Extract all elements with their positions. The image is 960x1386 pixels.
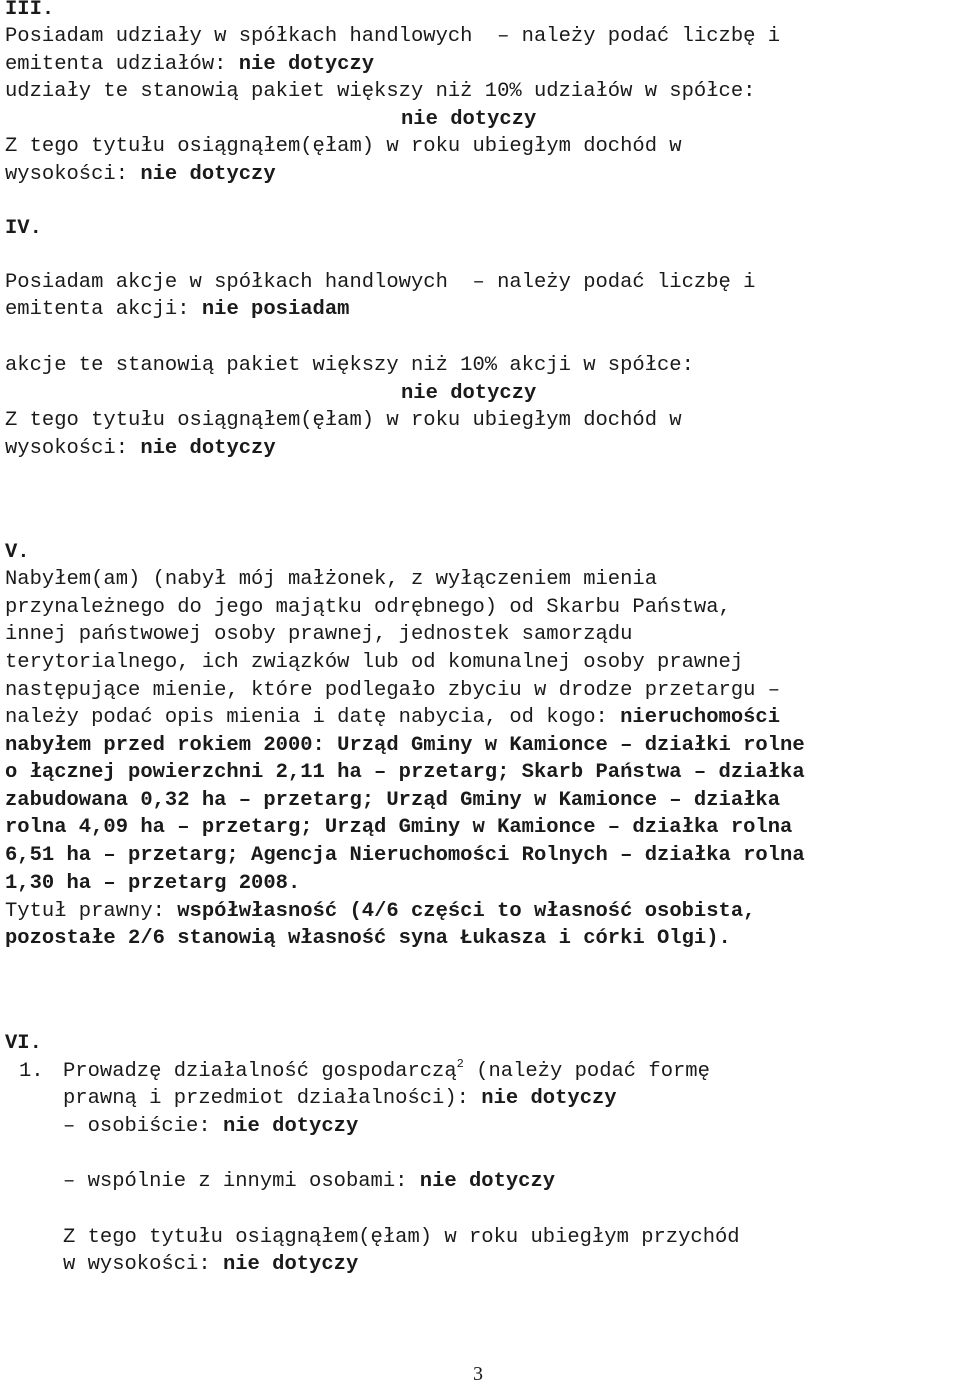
section-iv-package-answer: nie dotyczy [401, 382, 537, 405]
section-v-line-11: 6,51 ha – przetarg; Agencja Nieruchomości Rolnych – działka rolna [5, 844, 805, 867]
section-iv-line-1: Posiadam akcje w spółkach handlowych – należy podać liczbę i [5, 271, 756, 294]
footnote-marker: 2 [456, 1057, 464, 1071]
section-iv-line-5: Z tego tytułu osiągnąłem(ęłam) w roku ubiegłym dochód w [5, 409, 682, 432]
section-iii-line-2 [5, 51, 374, 79]
section-vi-line-2 [63, 1085, 617, 1113]
page-number: 3 [473, 1363, 483, 1385]
section-v-line-7: nabyłem przed rokiem 2000: Urząd Gminy w Kamionce – działki rolne [5, 734, 805, 757]
section-v-heading: V. [5, 541, 30, 564]
section-iii-line-3: udziały te stanowią pakiet większy niż 10% udziałów w spółce: [5, 80, 756, 103]
section-v-line-13 [5, 898, 755, 926]
section-iii-line-5: Z tego tytułu osiągnąłem(ęłam) w roku ubiegłym dochód w [5, 135, 682, 158]
section-v-line-3: innej państwowej osoby prawnej, jednostek samorządu [5, 623, 633, 646]
section-v-line-1: Nabyłem(am) (nabył mój małżonek, z wyłączeniem mienia [5, 568, 658, 591]
section-vi-line-3 [63, 1113, 358, 1141]
section-v-line-4: terytorialnego, ich związków lub od komunalnej osoby prawnej [5, 651, 744, 674]
section-v-line-8: o łącznej powierzchni 2,11 ha – przetarg; Skarb Państwa – działka [5, 761, 805, 784]
section-iv-line-6-text: wysokości: [5, 437, 141, 460]
section-v-line-9: zabudowana 0,32 ha – przetarg; Urząd Gminy w Kamionce – działka [5, 789, 781, 812]
section-vi-line-1-rest: (należy podać formę [463, 1060, 710, 1083]
section-iii-heading: III. [5, 0, 55, 21]
section-vi-line-5: Z tego tytułu osiągnąłem(ęłam) w roku ubiegłym przychód [63, 1226, 740, 1249]
section-vi-line-1-text: Prowadzę działalność gospodarczą [63, 1060, 457, 1083]
section-v-property-answer: nieruchomości [620, 706, 781, 729]
section-iii-income-answer: nie dotyczy [140, 163, 276, 186]
section-iv-line-3: akcje te stanowią pakiet większy niż 10% akcji w spółce: [5, 354, 694, 377]
section-vi-heading: VI. [5, 1032, 42, 1055]
section-vi-personal-answer: nie dotyczy [222, 1115, 359, 1138]
section-v-line-13-text: Tytuł prawny: [5, 900, 178, 923]
section-iii-line-2-text: emitenta udziałów: [5, 53, 239, 76]
section-v-line-10: rolna 4,09 ha – przetarg; Urząd Gminy w Kamionce – działka rolna [5, 816, 793, 839]
section-iv-heading: IV. [5, 217, 42, 240]
section-v-line-14: pozostałe 2/6 stanowią własność syna Łukasza i córki Olgi). [5, 927, 731, 950]
section-vi-line-4-text: – wspólnie z innymi osobami: [63, 1170, 420, 1193]
section-v-line-6 [5, 704, 780, 732]
section-vi-line-6 [63, 1251, 358, 1279]
section-v-line-2: przynależnego do jego majątku odrębnego) od Skarbu Państwa, [5, 596, 731, 619]
section-vi-line-6-text: w wysokości: [63, 1253, 223, 1276]
section-iv-shares-answer: nie posiadam [201, 298, 350, 321]
section-iii-line-1: Posiadam udziały w spółkach handlowych – należy podać liczbę i [5, 25, 781, 48]
section-iii-line-6 [5, 161, 276, 189]
section-iii-package-answer: nie dotyczy [401, 108, 537, 131]
section-vi-line-2-text: prawną i przedmiot działalności): [63, 1087, 482, 1110]
section-vi-line-3-text: – osobiście: [63, 1115, 223, 1138]
section-v-line-6-text: należy podać opis mienia i datę nabycia, od kogo: [5, 706, 621, 729]
section-v-line-12: 1,30 ha – przetarg 2008. [5, 872, 301, 895]
section-vi-business-answer: nie dotyczy [481, 1087, 617, 1110]
section-iv-income-answer: nie dotyczy [140, 437, 276, 460]
section-iv-line-6 [5, 435, 276, 463]
section-iv-line-2 [5, 296, 349, 324]
section-vi-line-1 [63, 1058, 710, 1086]
section-iii-line-6-text: wysokości: [5, 163, 141, 186]
section-vi-item-number: 1. [19, 1060, 44, 1083]
section-vi-joint-answer: nie dotyczy [419, 1170, 556, 1193]
section-vi-line-4 [63, 1168, 555, 1196]
section-vi-income-answer: nie dotyczy [222, 1253, 359, 1276]
section-v-title-answer: współwłasność (4/6 części to własność osobista, [177, 900, 756, 923]
section-iii-shares-answer: nie dotyczy [238, 53, 375, 76]
section-v-line-5: następujące mienie, które podlegało zbyciu w drodze przetargu – [5, 679, 781, 702]
section-iv-line-2-text: emitenta akcji: [5, 298, 202, 321]
